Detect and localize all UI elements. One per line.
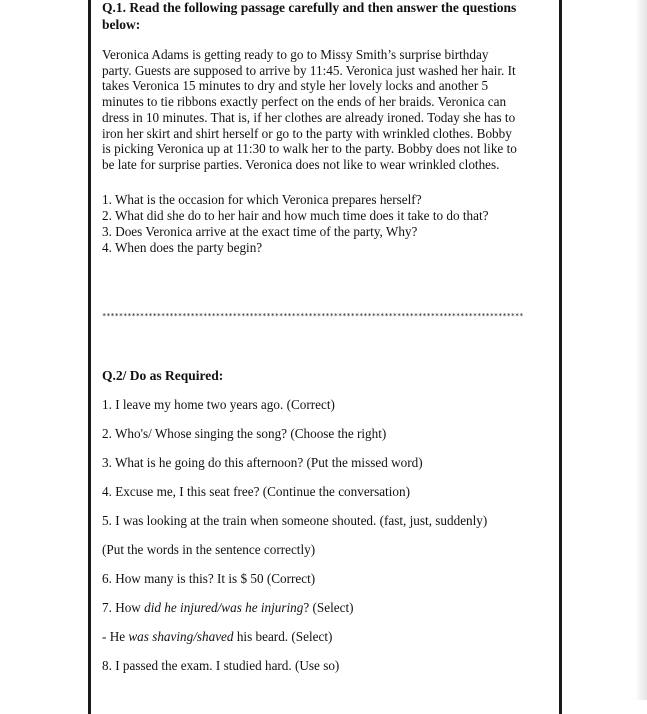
q2-item-7-suffix: ? (Select) xyxy=(303,600,354,615)
passage-line: be late for surprise parties. Veronica does not like to wear wrinkled clothes. xyxy=(102,156,500,172)
passage-line: dress in 10 minutes. That is, if her clothes are already ironed. Today she has to xyxy=(102,109,516,125)
passage-line: takes Veronica 15 minutes to dry and style her lovely locks and another 5 xyxy=(102,78,489,94)
q2-item-7b-suffix: his beard. (Select) xyxy=(233,629,333,644)
q2-item-7-options: did he injured/was he injuring xyxy=(144,600,304,615)
q2-item-7b-prefix: - He xyxy=(102,629,129,644)
page-edge-shadow xyxy=(635,0,647,700)
separator-line: **************************************************************************************************** xyxy=(102,312,524,320)
passage-line: minutes to tie ribbons exactly perfect on the ends of her braids. Veronica can xyxy=(102,94,507,110)
q2-item-5-note: (Put the words in the sentence correctly) xyxy=(102,542,316,557)
q2-heading: Q.2/ Do as Required: xyxy=(102,368,224,383)
q2-item-7-prefix: 7. How xyxy=(102,600,145,615)
q2-item-6: 6. How many is this? It is $ 50 (Correct) xyxy=(102,571,316,586)
q2-item-1: 1. I leave my home two years ago. (Correct) xyxy=(102,397,335,412)
q2-item-7 xyxy=(102,600,354,616)
q1-heading-line2: below: xyxy=(102,17,141,32)
q1-question-4: 4. When does the party begin? xyxy=(102,240,263,255)
q2-item-3: 3. What is he going do this afternoon? (Put the missed word) xyxy=(102,455,423,470)
q1-question-2: 2. What did she do to her hair and how much time does it take to do that? xyxy=(102,208,489,223)
q1-heading-line1: Q.1. Read the following passage carefully and then answer the questions xyxy=(102,0,517,15)
q2-item-7b xyxy=(102,629,332,645)
passage-line: is picking Veronica up at 11:30 to walk her to the party. Bobby does not like to xyxy=(102,141,517,157)
passage-line: party. Guests are supposed to arrive by 11:45. Veronica just washed her hair. It xyxy=(102,62,516,78)
q2-item-2: 2. Who's/ Whose singing the song? (Choose the right) xyxy=(102,426,387,441)
q1-passage xyxy=(102,47,548,173)
passage-line: Veronica Adams is getting ready to go to Missy Smith’s surprise birthday xyxy=(102,47,489,62)
q1-question-3: 3. Does Veronica arrive at the exact time of the party, Why? xyxy=(102,224,418,239)
q2-item-8: 8. I passed the exam. I studied hard. (Use so) xyxy=(102,658,340,673)
q1-question-1: 1. What is the occasion for which Veronica prepares herself? xyxy=(102,192,422,207)
passage-line: iron her skirt and shirt herself or go to the party with wrinkled clothes. Bobby xyxy=(102,125,512,141)
q2-item-5: 5. I was looking at the train when someone shouted. (fast, just, suddenly) xyxy=(102,513,488,528)
q2-item-4: 4. Excuse me, I this seat free? (Continue the conversation) xyxy=(102,484,410,499)
q2-item-7b-options: was shaving/shaved xyxy=(128,629,234,644)
